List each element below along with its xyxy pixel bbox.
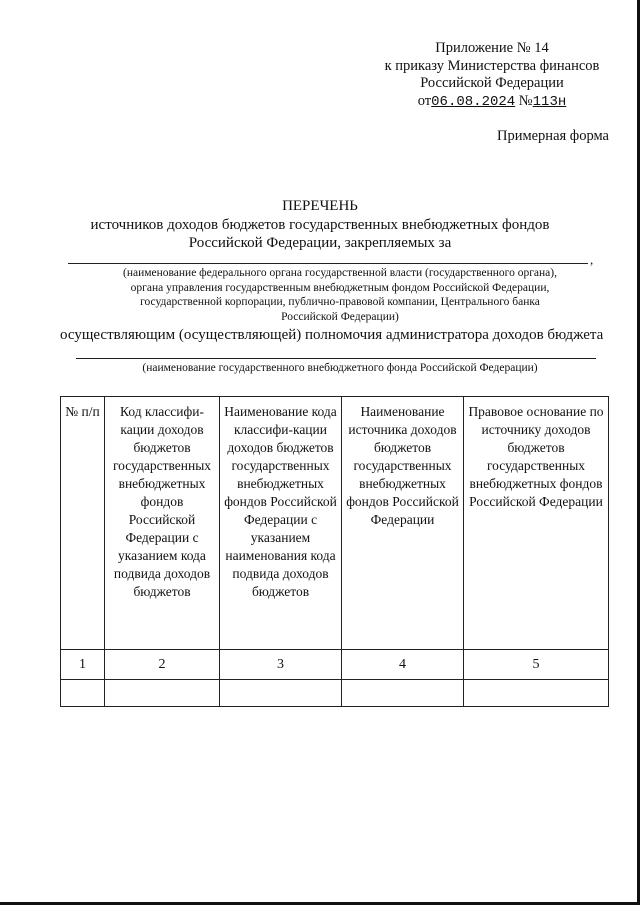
appendix-header [372,40,612,111]
document-subtitle-line-2: Российской Федерации, закрепляемых за [188,235,452,251]
table-cell [220,680,342,707]
order-date: 06.08.2024 [431,93,516,110]
form-type-label: Примерная форма [496,128,609,144]
column-number-cell: 5 [464,650,609,680]
header-cell-code: Код классифи-кации доходов бюджетов государственных внебюджетных фондов Российской Федерации с указанием кода подвида доходов бюджетов [105,397,220,650]
column-number-cell: 2 [105,650,220,680]
authority-caption-line-4: Российской Федерации) [281,310,399,323]
administrator-text: осуществляющим (осуществляющей) полномочия администратора доходов бюджета [60,327,604,343]
fill-in-line-authority [68,263,588,264]
document-subtitle-line-1: источников доходов бюджетов государственных внебюджетных фондов [90,217,550,233]
header-cell-code-name: Наименование кода классифи-кации доходов бюджетов государственных внебюджетных фондов Российской Федерации с указанием наименования кода подвида доходов бюджетов [220,397,342,650]
authority-caption-line-3: государственной корпорации, публично-правовой компании, Центрального банка [140,296,540,308]
trailing-comma: , [590,252,594,267]
header-cell-legal-basis: Правовое основание по источнику доходов бюджетов государственных внебюджетных фондов Российской Федерации [464,397,609,650]
table-cell [464,680,609,707]
order-number: 113н [532,93,567,110]
column-number-cell: 4 [342,650,464,680]
appendix-line-1: Приложение № 14 [435,40,549,56]
authority-caption-line-2: органа управления государственным внебюджетным фондом Российской Федерации, [130,281,550,294]
appendix-line-3: Российской Федерации [420,75,564,91]
table-cell [105,680,220,707]
appendix-line-2: к приказу Министерства финансов [384,57,600,74]
appendix-date-line [372,93,612,112]
date-prefix: от [417,92,432,109]
document-title: ПЕРЕЧЕНЬ [282,198,358,214]
table-row [61,680,609,707]
column-number-cell: 1 [61,650,105,680]
table-cell [61,680,105,707]
authority-caption-line-1: (наименование федерального органа государственной власти (государственного органа), [122,267,557,279]
authority-caption [60,266,620,324]
number-prefix: № [518,92,533,109]
column-number-cell: 3 [220,650,342,680]
header-cell-number: № п/п [61,397,105,650]
sources-table [60,396,609,707]
table-cell [342,680,464,707]
table-header-row [61,397,609,650]
fund-caption: (наименование государственного внебюджетного фонда Российской Федерации) [142,362,538,374]
fill-in-line-fund [76,358,596,359]
header-cell-source-name: Наименование источника доходов бюджетов государственных внебюджетных фондов Российской Федерации [342,397,464,650]
column-number-row [61,650,609,680]
